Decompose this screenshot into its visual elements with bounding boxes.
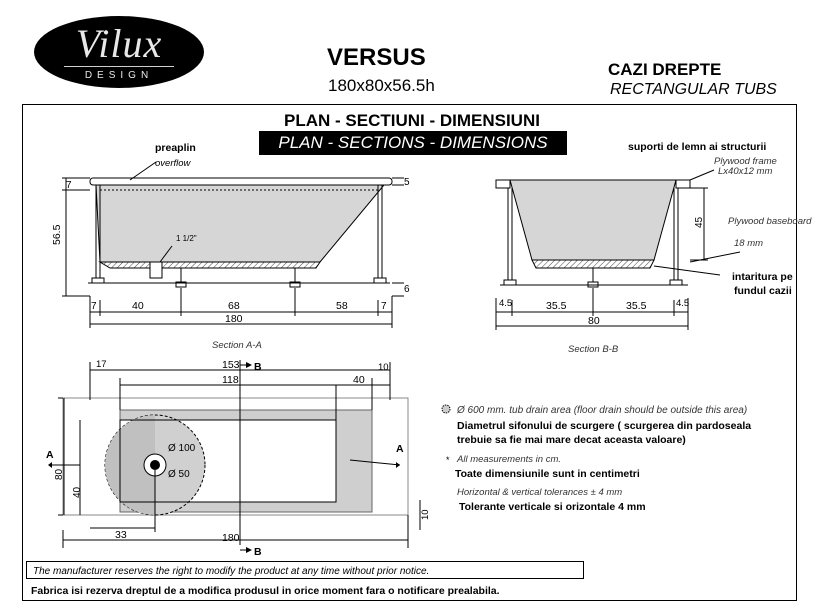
measure-en: All measurements in cm. bbox=[457, 454, 562, 465]
dim-bb-left: 4.5 bbox=[499, 298, 513, 309]
dim-aa-foot-right: 7 bbox=[381, 301, 387, 312]
dim-aa-top: 7 bbox=[66, 180, 72, 191]
dim-aa-c: 58 bbox=[336, 300, 348, 312]
dim-bb-a: 35.5 bbox=[546, 300, 567, 312]
reinforce-ro-label-2: fundul cazii bbox=[734, 285, 792, 297]
measure-ro: Toate dimensiunile sunt in centimetri bbox=[455, 468, 640, 480]
dim-plan-153: 153 bbox=[222, 359, 240, 371]
section-marker-b-top: B bbox=[254, 361, 262, 373]
dim-plan-17: 17 bbox=[96, 359, 107, 370]
section-a-a-caption: Section A-A bbox=[212, 340, 262, 351]
dim-plan-40-top: 40 bbox=[353, 374, 365, 386]
plan-title-en: PLAN - SECTIONS - DIMENSIONS bbox=[259, 131, 567, 155]
dim-aa-right-bottom: 6 bbox=[404, 284, 410, 295]
drain-outer-label: Ø 100 bbox=[168, 443, 196, 454]
section-marker-a-right: A bbox=[396, 443, 404, 455]
drain-size-label: 1 1/2" bbox=[176, 234, 197, 243]
reinforce-ro-label-1: intaritura pe bbox=[732, 271, 793, 283]
dim-plan-10-right: 10 bbox=[420, 509, 431, 520]
dim-plan-40-left: 40 bbox=[72, 486, 83, 498]
section-marker-b-bottom: B bbox=[254, 546, 262, 558]
dim-aa-height: 56.5 bbox=[51, 224, 63, 245]
baseboard-size-label: 18 mm bbox=[734, 238, 764, 249]
model-dimensions: 180x80x56.5h bbox=[328, 76, 435, 95]
dim-aa-foot-left: 7 bbox=[91, 301, 97, 312]
footer-notice-en: The manufacturer reserves the right to modify the product at any time without prior notice. bbox=[33, 566, 430, 577]
plan-view-drawing bbox=[48, 360, 420, 553]
baseboard-en-label: Plywood baseboard bbox=[728, 216, 812, 227]
model-name: VERSUS bbox=[327, 44, 426, 71]
dim-plan-80: 80 bbox=[54, 468, 65, 480]
dim-bb-total: 80 bbox=[588, 315, 600, 327]
section-b-b-caption: Section B-B bbox=[568, 344, 619, 355]
overflow-en-label: overflow bbox=[155, 158, 191, 169]
dim-aa-right-top: 5 bbox=[404, 177, 410, 188]
section-marker-a-left: A bbox=[46, 449, 54, 461]
drain-inner-label: Ø 50 bbox=[168, 469, 190, 480]
drain-area-ro-2: trebuie sa fie mai mare decat aceasta valoare) bbox=[457, 434, 686, 446]
category-en: RECTANGULAR TUBS bbox=[610, 81, 777, 98]
dim-plan-180: 180 bbox=[222, 532, 240, 544]
drain-area-en: Ø 600 mm. tub drain area (floor drain should be outside this area) bbox=[457, 405, 748, 416]
dim-plan-118: 118 bbox=[222, 374, 239, 386]
support-ro-label: suporti de lemn ai structurii bbox=[628, 141, 767, 153]
frame-size-label: Lx40x12 mm bbox=[718, 166, 773, 177]
drain-area-ro-1: Diametrul sifonului de scurgere ( scurgerea din pardoseala bbox=[457, 420, 752, 432]
dim-aa-total: 180 bbox=[225, 313, 243, 325]
drain-area-icon bbox=[442, 405, 450, 413]
dim-bb-right: 4.5 bbox=[676, 298, 690, 309]
dim-aa-b: 68 bbox=[228, 300, 240, 312]
dim-plan-33: 33 bbox=[115, 529, 127, 541]
dim-plan-10-top: 10 bbox=[378, 362, 389, 373]
logo-script-text: Vilux bbox=[75, 21, 163, 66]
dim-bb-b: 35.5 bbox=[626, 300, 647, 312]
category-ro: CAZI DREPTE bbox=[608, 60, 722, 79]
overflow-ro-label: preaplin bbox=[155, 142, 196, 154]
bullet-star-icon: * bbox=[446, 455, 450, 465]
dim-bb-side: 45 bbox=[694, 216, 705, 228]
footer-notice-ro: Fabrica isi rezerva dreptul de a modifica produsul in orice moment fara o notificare prealabila. bbox=[31, 585, 500, 597]
tolerance-ro: Tolerante verticale si orizontale 4 mm bbox=[459, 501, 646, 513]
logo-design-text: DESIGN bbox=[84, 70, 154, 81]
frame-en-label: Plywood frame bbox=[714, 156, 777, 167]
section-b-b-drawing bbox=[496, 170, 740, 330]
plan-title-ro: PLAN - SECTIUNI - DIMENSIUNI bbox=[284, 111, 540, 130]
tolerance-en: Horizontal & vertical tolerances ± 4 mm bbox=[457, 487, 623, 498]
dim-aa-a: 40 bbox=[132, 300, 144, 312]
